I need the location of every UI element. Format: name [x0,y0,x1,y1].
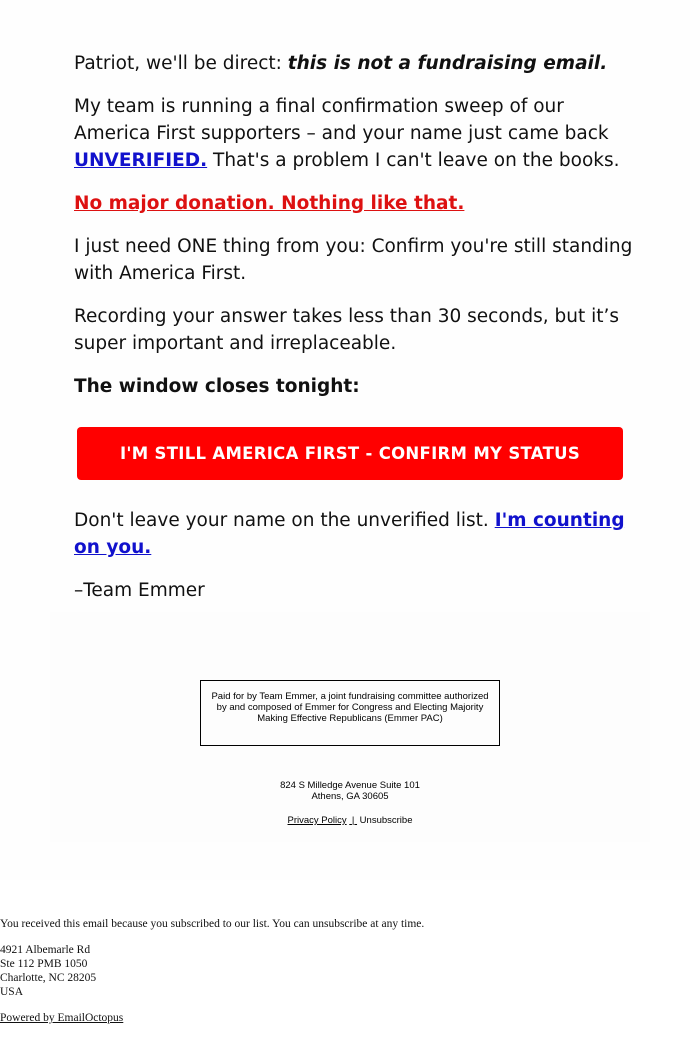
signoff: –Team Emmer [74,580,205,601]
intro-emphasis: this is not a fundraising email. [287,53,608,74]
sweep-text: My team is running a final confirmation sweep of our America First supporters – and your name just came back [74,96,609,144]
emailoctopus-footer [0,917,700,1037]
email-body [74,50,634,416]
subscription-notice: You received this email because you subscribed to our list. You can unsubscribe at any time. [0,918,425,930]
paid-for-disclaimer: Paid for by Team Emmer, a joint fundraising committee authorized by and composed of Emmer for Congress and Electing Majority Making Effective Republicans (Emmer PAC) [200,680,500,746]
no-donation-link[interactable]: No major donation. Nothing like that. [74,193,465,214]
emailoctopus-link[interactable]: Powered by EmailOctopus [0,1012,124,1024]
powered-by [0,1011,700,1025]
list-address-line4: USA [0,986,24,998]
deadline-heading: The window closes tonight: [74,376,360,397]
closing-text: Don't leave your name on the unverified list. [74,510,495,531]
one-thing-paragraph: I just need ONE thing from you: Confirm you're still standing with America First. [74,236,633,284]
footer-link-separator: | [351,815,355,826]
footer-links [200,815,500,826]
sweep-text-after: That's a problem I can't leave on the books. [207,150,620,171]
closing-paragraph [74,507,634,561]
list-owner-address [0,943,700,999]
counting-on-you-link[interactable]: I'm counting on you. [74,510,625,558]
list-address-line3: Charlotte, NC 28205 [0,972,97,984]
intro-paragraph [74,50,634,77]
sender-address [200,780,500,802]
sweep-paragraph [74,93,634,174]
list-address-line2: Ste 112 PMB 1050 [0,958,88,970]
no-donation-line [74,190,634,217]
privacy-policy-link[interactable]: Privacy Policy [287,815,347,826]
sender-address-line1: 824 S Milledge Avenue Suite 101 [280,780,420,791]
list-address-line1: 4921 Albemarle Rd [0,944,91,956]
recording-paragraph: Recording your answer takes less than 30 seconds, but it’s super important and irreplaceable. [74,306,620,354]
intro-lead: Patriot, we'll be direct: [74,53,288,74]
sender-address-line2: Athens, GA 30605 [311,791,389,802]
unverified-link[interactable]: UNVERIFIED. [74,150,208,171]
email-body-closing [74,507,634,620]
confirm-status-button[interactable]: I'M STILL AMERICA FIRST - CONFIRM MY STATUS [77,427,623,480]
unsubscribe-link[interactable]: Unsubscribe [359,815,413,826]
